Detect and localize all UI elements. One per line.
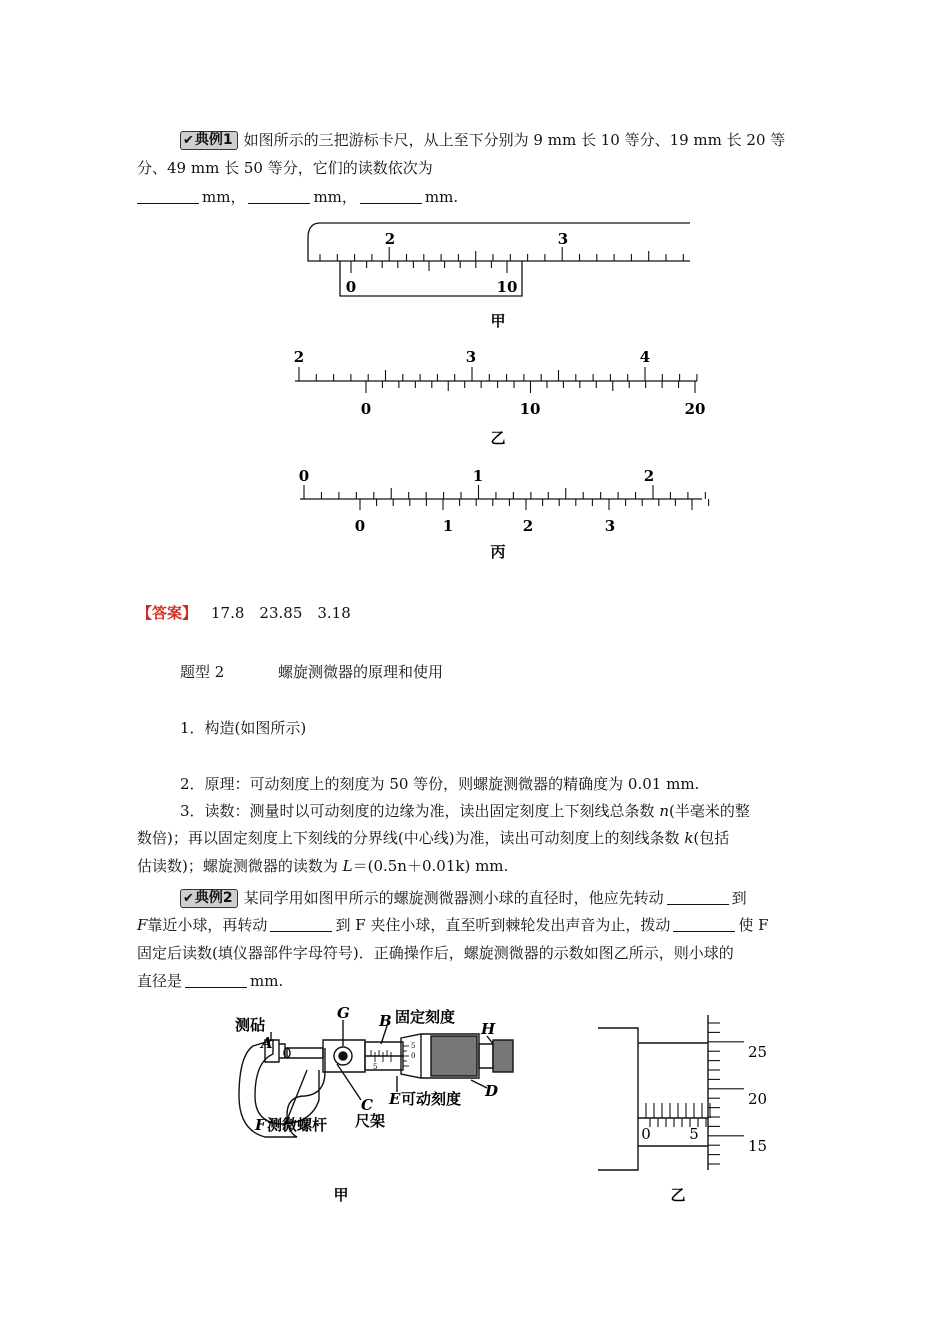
jia-vernier-label-0: 0 [345, 278, 357, 296]
yi-caption: 乙 [490, 429, 506, 447]
label-fixed-scale: 固定刻度 [395, 1008, 456, 1026]
micrometer-caption: 甲 [333, 1186, 349, 1204]
yi-main-label-4: 4 [639, 348, 651, 366]
bing-vernier-label-2: 2 [522, 517, 534, 535]
answer-blank-1[interactable] [137, 188, 199, 204]
bing-main-label-1: 1 [472, 467, 484, 485]
yi-main-label-2: 2 [293, 348, 305, 366]
answer-values: 17.8 23.85 3.18 [211, 604, 351, 622]
example1-blanks: mm， mm， mm. [137, 183, 458, 211]
micrometer-reading-figure [590, 1015, 780, 1210]
example1-badge: ✔典例1 [180, 131, 238, 150]
jia-caption: 甲 [490, 312, 506, 330]
label-spindle: 测微螺杆 [267, 1116, 328, 1134]
yi-main-label-3: 3 [465, 348, 477, 366]
section-title: 螺旋测微器的原理和使用 [278, 663, 444, 681]
answer-blank-2[interactable] [248, 188, 310, 204]
label-D: D [485, 1082, 499, 1100]
thimble-mark-5a: 5 [411, 1042, 416, 1050]
answer-blank-4[interactable] [667, 889, 729, 905]
caliper-jia-figure [290, 218, 700, 333]
example2-badge: ✔典例2 [180, 889, 238, 908]
bing-vernier-label-0: 0 [354, 517, 366, 535]
label-B: B [379, 1012, 392, 1030]
jia-main-label-3: 3 [557, 230, 569, 248]
bing-main-label-0: 0 [298, 467, 310, 485]
point-1: 1．构造(如图所示) [180, 719, 307, 737]
reading-thimble-15: 15 [748, 1137, 768, 1155]
label-frame: 尺架 [355, 1112, 386, 1130]
label-F: F [255, 1116, 266, 1134]
example2-line3: 固定后读数(填仪器部件字母符号)．正确操作后，螺旋测微器的示数如图乙所示，则小球的 [137, 944, 734, 962]
label-E: E [389, 1090, 401, 1108]
yi-vernier-label-0: 0 [360, 400, 372, 418]
bing-main-label-2: 2 [643, 467, 655, 485]
example2-line1: ✔典例2 某同学用如图甲所示的螺旋测微器测小球的直径时，他应先转动 到 [180, 884, 747, 912]
reading-caption: 乙 [670, 1186, 686, 1204]
spindle-shape [287, 1048, 323, 1058]
label-C: C [361, 1096, 373, 1114]
thimble-mark-0: 0 [411, 1052, 416, 1060]
answer-blank-6[interactable] [673, 916, 735, 932]
example2-line2: F靠近小球，再转动 到 F 夹住小球，直至听到棘轮发出声音为止，拨动 使 F [137, 916, 769, 934]
answer-blank-7[interactable] [185, 972, 247, 988]
reading-sleeve-5: 5 [689, 1125, 699, 1143]
section-number: 题型 2 [180, 663, 225, 681]
caliper-yi-figure [285, 345, 710, 450]
reading-thimble-25: 25 [748, 1043, 768, 1061]
point-3-line3: 估读数)；螺旋测微器的读数为 L＝(0.5n＋0.01k) mm. [137, 857, 509, 875]
check-icon: ✔ [183, 133, 194, 148]
jia-main-label-2: 2 [384, 230, 396, 248]
answer-line [137, 599, 351, 627]
point-2: 2．原理：可动刻度上的刻度为 50 等份，则螺旋测微器的精确度为 0.01 mm. [180, 775, 700, 793]
answer-blank-3[interactable] [360, 188, 422, 204]
point-3-line2: 数倍)；再以固定刻度上下刻线的分界线(中心线)为准，读出可动刻度上的刻线条数 k(包括 [137, 829, 730, 847]
jia-vernier-label-10: 10 [496, 278, 518, 296]
example1-line2: 分、49 mm 长 50 等分，它们的读数依次为 [137, 159, 433, 177]
caliper-bing-figure [290, 463, 710, 563]
bing-vernier-label-1: 1 [442, 517, 454, 535]
answer-blank-5[interactable] [270, 916, 332, 932]
bing-vernier-label-3: 3 [604, 517, 616, 535]
check-icon: ✔ [183, 891, 194, 906]
reading-thimble-20: 20 [748, 1090, 768, 1108]
sleeve-mark-5: 5 [373, 1063, 378, 1071]
answer-tag: 【答案】 [137, 604, 198, 622]
point-3-line1: 3．读数：测量时以可动刻度的边缘为准，读出固定刻度上下刻线总条数 n(半毫米的整 [180, 802, 750, 820]
reading-sleeve-0: 0 [641, 1125, 651, 1143]
micrometer-figure [225, 1000, 535, 1210]
bing-caption: 丙 [490, 543, 506, 561]
example2-line4: 直径是 mm. [137, 972, 284, 990]
label-movable-scale: 可动刻度 [401, 1090, 462, 1108]
label-G: G [337, 1004, 350, 1022]
yi-vernier-label-10: 10 [519, 400, 541, 418]
example1-line1: ✔典例1 如图所示的三把游标卡尺，从上至下分别为 9 mm 长 10 等分、19 mm 长 20 等 [180, 126, 785, 154]
label-H: H [481, 1020, 496, 1038]
yi-vernier-label-20: 20 [684, 400, 706, 418]
label-anvil: 测砧 [235, 1016, 266, 1034]
label-A: A [261, 1034, 273, 1052]
